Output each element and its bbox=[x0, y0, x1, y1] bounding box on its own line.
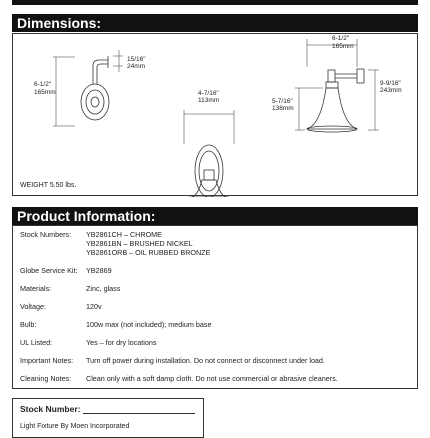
front-width-mm: 113mm bbox=[198, 97, 220, 104]
dimensions-header bbox=[12, 14, 418, 32]
front-view-drawing bbox=[189, 145, 229, 197]
info-value: Zinc, glass bbox=[86, 284, 121, 293]
info-value: YB2869 bbox=[86, 266, 112, 275]
product-info-title: Product Information: bbox=[17, 208, 156, 224]
dimensions-title: Dimensions: bbox=[17, 15, 102, 31]
stock-number-box bbox=[12, 398, 204, 438]
side-depth-mm: 24mm bbox=[127, 63, 146, 70]
side-view-drawing bbox=[81, 56, 109, 120]
info-value: Turn off power during installation. Do not connect or disconnect under load. bbox=[86, 356, 325, 365]
stock-footer-text: Light Fixture By Moen Incorporated bbox=[20, 423, 130, 430]
angle-width-frac: 6-1/2" bbox=[332, 35, 350, 42]
info-value: YB2861CH – CHROME bbox=[86, 230, 162, 239]
angle-shade-frac: 5-7/16" bbox=[272, 98, 293, 105]
dimension-drawings bbox=[13, 34, 419, 197]
angle-width-mm: 165mm bbox=[332, 43, 354, 50]
angle-shade-mm: 138mm bbox=[272, 105, 294, 112]
side-dimension-lines bbox=[53, 50, 123, 126]
info-label: Globe Service Kit: bbox=[20, 266, 78, 275]
info-label: Voltage: bbox=[20, 302, 46, 311]
info-label: UL Listed: bbox=[20, 338, 53, 347]
info-label: Bulb: bbox=[20, 320, 37, 329]
info-value: 100w max (not included); medium base bbox=[86, 320, 212, 329]
product-info-header bbox=[12, 207, 418, 225]
side-height-mm: 165mm bbox=[34, 89, 56, 96]
info-value: YB2861BN – BRUSHED NICKEL bbox=[86, 239, 193, 248]
info-value: Yes – for dry locations bbox=[86, 338, 157, 347]
front-width-frac: 4-7/16" bbox=[198, 90, 219, 97]
stock-number-blank-line bbox=[83, 413, 195, 414]
side-height-frac: 6-1/2" bbox=[34, 81, 52, 88]
info-label: Stock Numbers: bbox=[20, 230, 72, 239]
angle-dimension-lines bbox=[295, 39, 379, 130]
top-header-bar bbox=[12, 0, 418, 5]
info-label: Materials: bbox=[20, 284, 52, 293]
angle-height-frac: 9-9/16" bbox=[380, 80, 401, 87]
side-depth-frac: 15/16" bbox=[127, 56, 146, 63]
front-dimension-lines bbox=[184, 110, 234, 144]
info-label: Important Notes: bbox=[20, 356, 74, 365]
info-value: YB2861ORB – OIL RUBBED BRONZE bbox=[86, 248, 211, 257]
stock-number-label: Stock Number: bbox=[20, 404, 81, 414]
info-value: 120v bbox=[86, 302, 102, 311]
info-label: Cleaning Notes: bbox=[20, 374, 72, 383]
angle-view-drawing bbox=[307, 69, 364, 132]
angle-height-mm: 243mm bbox=[380, 87, 402, 94]
product-info-panel bbox=[12, 225, 418, 389]
info-value: Clean only with a soft damp cloth. Do not use commercial or abrasive cleaners. bbox=[86, 374, 338, 383]
weight-label: WEIGHT 5.50 lbs. bbox=[20, 182, 77, 189]
dimensions-panel bbox=[12, 33, 418, 196]
